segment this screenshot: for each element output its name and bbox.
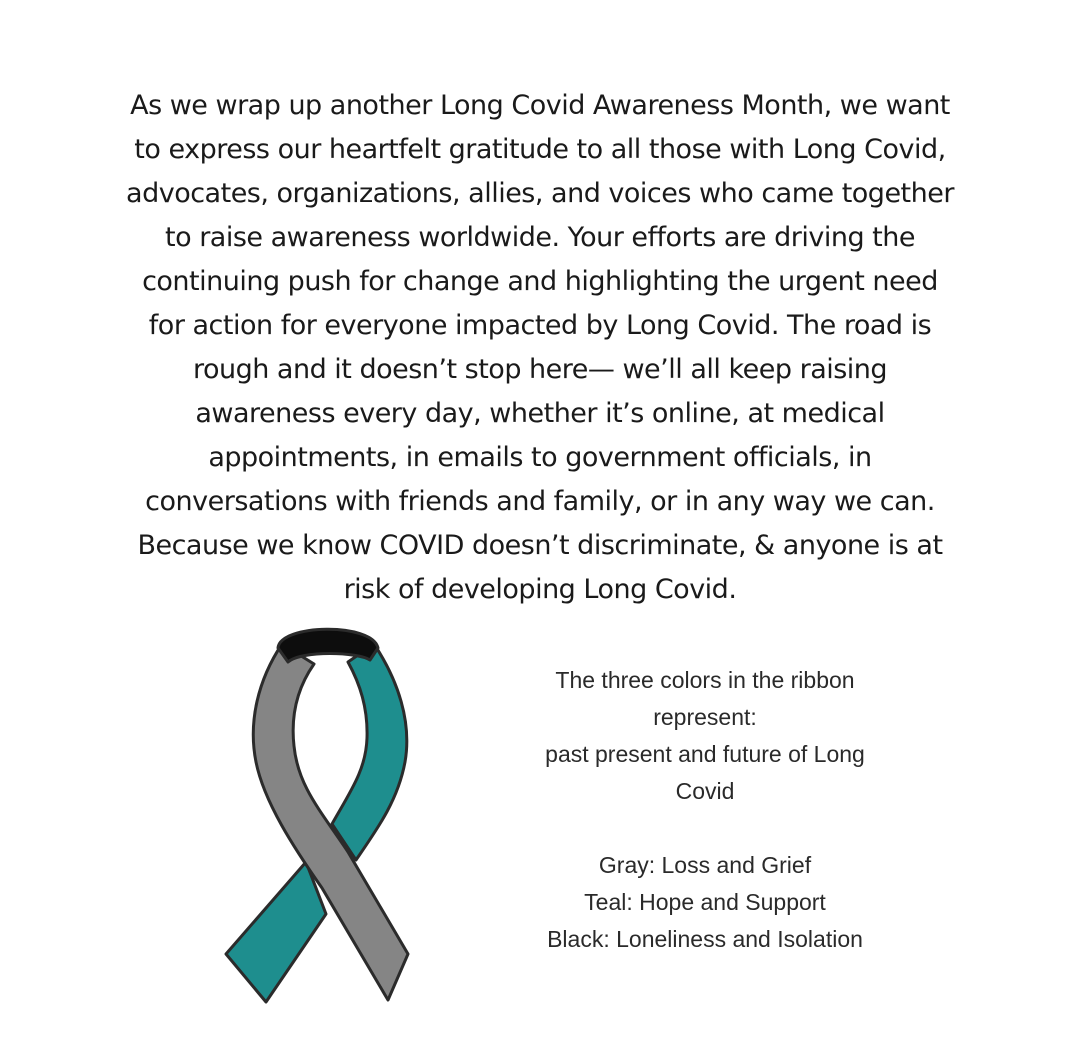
awareness-message	[40, 84, 1040, 612]
message-line: risk of developing Long Covid.	[343, 574, 737, 605]
awareness-ribbon-icon	[222, 618, 412, 1008]
legend-intro-line: past present and future of Long	[545, 741, 865, 767]
legend-intro-line: The three colors in the ribbon	[555, 667, 855, 693]
ribbon-teal-lower-tail	[226, 862, 326, 1002]
message-line: advocates, organizations, allies, and voices who came together	[126, 178, 954, 209]
message-line: Because we know COVID doesn’t discriminate, & anyone is at	[137, 530, 943, 561]
message-line: awareness every day, whether it’s online, at medical	[195, 398, 885, 429]
message-line: continuing push for change and highlighting the urgent need	[142, 266, 938, 297]
message-line: to express our heartfelt gratitude to all those with Long Covid,	[134, 134, 946, 165]
legend-intro	[480, 662, 930, 810]
message-line: to raise awareness worldwide. Your efforts are driving the	[165, 222, 915, 253]
legend-intro-line: Covid	[675, 778, 735, 804]
legend-color-meanings	[480, 847, 930, 958]
message-line: As we wrap up another Long Covid Awareness Month, we want	[130, 90, 950, 121]
legend-intro-line: represent:	[653, 704, 757, 730]
ribbon-black-band	[278, 629, 378, 662]
message-line: appointments, in emails to government officials, in	[208, 442, 872, 473]
legend-teal-meaning: Teal: Hope and Support	[584, 889, 826, 915]
message-line: conversations with friends and family, or in any way we can.	[145, 486, 935, 517]
message-line: for action for everyone impacted by Long Covid. The road is	[148, 310, 932, 341]
legend-gray-meaning: Gray: Loss and Grief	[598, 852, 812, 878]
ribbon-legend	[480, 662, 930, 958]
message-line: rough and it doesn’t stop here— we’ll all keep raising	[192, 354, 888, 385]
legend-black-meaning: Black: Loneliness and Isolation	[547, 926, 863, 952]
ribbon-teal-upper-strand	[332, 644, 407, 860]
